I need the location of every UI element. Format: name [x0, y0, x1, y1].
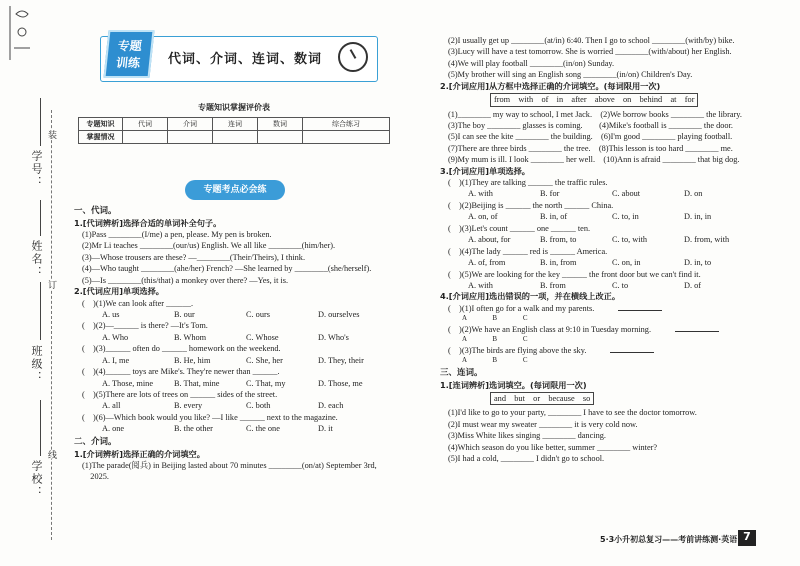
question-line: (7)There are three birds ________ the tree. (8)This lesson is too hard ________ me. [448, 143, 733, 153]
table-cell[interactable] [168, 131, 213, 144]
question-line: (3)Miss White likes singing ________ dancing. [448, 431, 606, 441]
answer-blank[interactable] [618, 303, 662, 311]
option[interactable]: A. on, of [468, 212, 498, 222]
option[interactable]: A. us [102, 309, 120, 319]
table-cell: 综合练习 [303, 118, 390, 131]
answer-options [440, 234, 760, 245]
option[interactable]: A. one [102, 424, 125, 434]
word-box: from with of in after above on behind at for [490, 93, 698, 106]
answer-blank[interactable] [675, 324, 719, 332]
option[interactable]: B. in, from [540, 258, 577, 268]
option[interactable]: B. from, to [540, 235, 577, 245]
question-line: (1)Pass ________(I/me) a pen, please. My pen is broken. [82, 230, 272, 240]
table-cell: 介词 [168, 118, 213, 131]
question-line: A B C [462, 314, 540, 323]
table-row [79, 131, 390, 144]
option[interactable]: B. Whom [174, 332, 207, 342]
topic-badge [103, 30, 154, 78]
table-row [79, 118, 390, 131]
question-line: (1)The parade(阅兵) in Beijing lasted about 70 minutes ________(on/at) September 3rd, [82, 460, 377, 470]
option[interactable]: C. to, with [612, 235, 648, 245]
question-line: (4)—Who taught ________(ahe/her) French? —She learned by ________(she/herself). [82, 264, 372, 274]
question-text: ( )(3)The birds are flying above the sky. [448, 345, 587, 355]
evaluation-title: 专题知识掌握评价表 [198, 103, 270, 112]
question-line: (5)—Is ________(this/that) a monkey over there? —Yes, it is. [82, 275, 289, 285]
question-heading: 1.[连词辨析]选词填空。(每词限用一次) [440, 379, 587, 390]
question-line [440, 324, 760, 335]
option[interactable]: C. to, in [612, 212, 639, 222]
option[interactable]: D. in, to [684, 258, 712, 268]
answer-options [440, 188, 760, 199]
question-text: ( )(1)I often go for a walk and my parents. [448, 303, 595, 313]
question-line: ( )(1)We can look after ______. [82, 298, 194, 308]
clock-icon [338, 42, 368, 72]
question-line: (2)I must wear my sweater ________ it is very cold now. [448, 419, 638, 429]
table-cell: 专题知识 [79, 118, 123, 131]
option[interactable]: C. both [246, 401, 271, 411]
option[interactable]: D. Those, me [318, 378, 363, 388]
question-line: ( )(4)The lady ______ red is ______ America. [448, 246, 608, 256]
option[interactable]: C. to [612, 280, 629, 290]
answer-options [74, 400, 392, 411]
question-line: (5)My brother will sing an English song ________(in/on) Children's Day. [448, 70, 693, 80]
answer-options [74, 355, 392, 366]
question-line [440, 345, 760, 356]
table-cell[interactable] [258, 131, 303, 144]
option[interactable]: D. They, their [318, 355, 364, 365]
question-line: (9)My mum is ill. I look ________ her well. (10)Ann is afraid ________ that big dog. [448, 155, 740, 165]
option[interactable]: A. Who [102, 332, 129, 342]
answer-options [74, 378, 392, 389]
question-line: (3)Lucy will have a test tomorrow. She is worried ________(with/about) her English. [448, 47, 732, 57]
question-line [440, 303, 760, 314]
option[interactable]: B. our [174, 309, 195, 319]
margin-mark: 装 [47, 130, 57, 139]
question-line: ( )(3)______ often do ______ homework on the weekend. [82, 344, 281, 354]
word-box: and but or because so [490, 392, 594, 405]
question-line: ( )(6)—Which book would you like? —I like ______ next to the magazine. [82, 412, 338, 422]
table-cell: 掌握情况 [79, 131, 123, 144]
margin-mark: 线 [47, 450, 57, 459]
answer-options [74, 332, 392, 343]
question-line: A B C [462, 356, 540, 365]
option[interactable]: C. the one [246, 424, 280, 434]
school-blank [40, 400, 41, 456]
question-line: (3)—Whose trousers are these? —________(Their/Theirs), I think. [82, 252, 306, 262]
question-line: (3)The boy ________ glasses is coming. (4)Mike's football is ________ the door. [448, 120, 733, 130]
option[interactable]: C. Whose [246, 332, 279, 342]
question-line: (5)I can see the kite ________ the building. (6)I'm good ________ playing football. [448, 132, 733, 142]
question-line: (2)Mr Li teaches ________(our/us) English. We all like ________(him/her). [82, 241, 336, 251]
question-line: (4)Which season do you like better, summer ________ winter? [448, 442, 658, 452]
option[interactable]: D. Who's [318, 332, 349, 342]
question-text: ( )(2)We have an English class at 9:10 in Tuesday morning. [448, 324, 652, 334]
page-number: 7 [738, 530, 756, 546]
cut-line [51, 110, 52, 540]
binding-margin [0, 0, 70, 566]
option[interactable]: D. it [318, 424, 333, 434]
question-heading: 2.[介词应用]从方框中选择正确的介词填空。(每词限用一次) [440, 80, 661, 91]
id-label: 学号： [30, 150, 42, 189]
option[interactable]: D. each [318, 401, 344, 411]
question-line: ( )(5)There are lots of trees on ______ sides of the street. [82, 390, 278, 400]
question-line: ( )(4)______ toys are Mike's. They're newer than ______. [82, 367, 280, 377]
question-heading: 1.[介词辨析]选择正确的介词填空。 [74, 448, 205, 459]
table-cell[interactable] [303, 131, 390, 144]
question-line: ( )(2)Beijing is ______ the north ______ China. [448, 200, 614, 210]
option[interactable]: B. for [540, 189, 560, 199]
option[interactable]: D. of [684, 280, 702, 290]
question-line: 2025. [82, 472, 109, 482]
answer-options [74, 423, 392, 434]
answer-options [440, 257, 760, 268]
name-label: 姓名： [30, 240, 42, 279]
question-heading: 2.[代词应用]单项选择。 [74, 286, 164, 297]
option[interactable]: D. from, with [684, 235, 730, 245]
option[interactable]: B. the other [174, 424, 213, 434]
id-blank [40, 98, 41, 146]
option[interactable]: D. in, in [684, 212, 712, 222]
option[interactable]: B. from [540, 280, 566, 290]
table-cell: 代词 [123, 118, 168, 131]
option[interactable]: A. about, for [468, 235, 511, 245]
question-heading: 4.[介词应用]选出错误的一项，并在横线上改正。 [440, 291, 621, 302]
school-label: 学校： [30, 460, 42, 499]
option[interactable]: C. on, in [612, 258, 641, 268]
option[interactable]: D. on [684, 189, 703, 199]
option[interactable]: B. in, of [540, 212, 568, 222]
answer-blank[interactable] [610, 345, 654, 353]
badge-line: 专题 [117, 39, 143, 53]
class-blank [40, 282, 41, 340]
answer-options [74, 309, 392, 320]
table-cell[interactable] [123, 131, 168, 144]
option[interactable]: A. Those, mine [102, 378, 154, 388]
option[interactable]: A. I, me [102, 355, 130, 365]
option[interactable]: C. That, my [246, 378, 286, 388]
answer-options [440, 280, 760, 291]
footer-text: 5·3小升初总复习——考前讲练测·英语 [600, 535, 738, 544]
evaluation-table [78, 102, 390, 150]
option[interactable]: D. ourselves [318, 309, 360, 319]
option[interactable]: A. of, from [468, 258, 506, 268]
section-heading: 一、代词。 [74, 206, 117, 216]
question-line: ( )(1)They are talking ______ the traffic rules. [448, 178, 608, 187]
question-line: ( )(5)We are looking for the key ______ the front door but we can't find it. [448, 269, 701, 279]
section-heading: 二、介词。 [74, 436, 117, 447]
option[interactable]: C. about [612, 189, 641, 199]
option[interactable]: C. She, her [246, 355, 283, 365]
table-cell[interactable] [213, 131, 258, 144]
option[interactable]: C. ours [246, 309, 270, 319]
question-line: A B C [462, 335, 540, 344]
question-line: ( )(3)Let's count ______ one ______ ten. [448, 223, 591, 233]
option[interactable]: A. with [468, 280, 493, 290]
name-blank [40, 200, 41, 236]
option[interactable]: A. all [102, 401, 121, 411]
option[interactable]: A. with [468, 189, 493, 199]
question-line: ( )(2)—______ is there? —It's Tom. [82, 321, 208, 331]
table-cell: 连词 [213, 118, 258, 131]
question-line: (5)I had a cold, ________ I didn't go to school. [448, 454, 605, 464]
class-label: 班级： [30, 345, 42, 384]
section-heading: 三、连词。 [440, 367, 483, 378]
table-cell: 数词 [258, 118, 303, 131]
question-line: (1)I'd like to go to your party, ________ I have to see the doctor tomorrow. [448, 408, 697, 418]
question-heading: 1.[代词辨析]选择合适的单词补全句子。 [74, 217, 222, 228]
option[interactable]: B. every [174, 401, 203, 411]
left-column [74, 204, 392, 483]
decoration-icon [4, 4, 34, 64]
section-banner: 专题考点必会练 [185, 180, 285, 200]
margin-mark: 订 [47, 280, 57, 289]
question-line: (2)I usually get up ________(at/in) 6:40. Then I go to school ________(with/by) bike. [448, 36, 735, 45]
question-line: (4)We will play football ________(in/on) Sunday. [448, 58, 615, 68]
question-heading: 3.[介词应用]单项选择。 [440, 165, 530, 176]
page-title: 代词、介词、连词、数词 [168, 52, 323, 67]
answer-options [440, 211, 760, 222]
badge-line: 训练 [115, 56, 141, 70]
question-line: (1)________ my way to school, I met Jack. (2)We borrow books ________ the library. [448, 109, 742, 119]
option[interactable]: B. He, him [174, 355, 211, 365]
option[interactable]: B. That, mine [174, 378, 220, 388]
right-column [440, 35, 760, 465]
